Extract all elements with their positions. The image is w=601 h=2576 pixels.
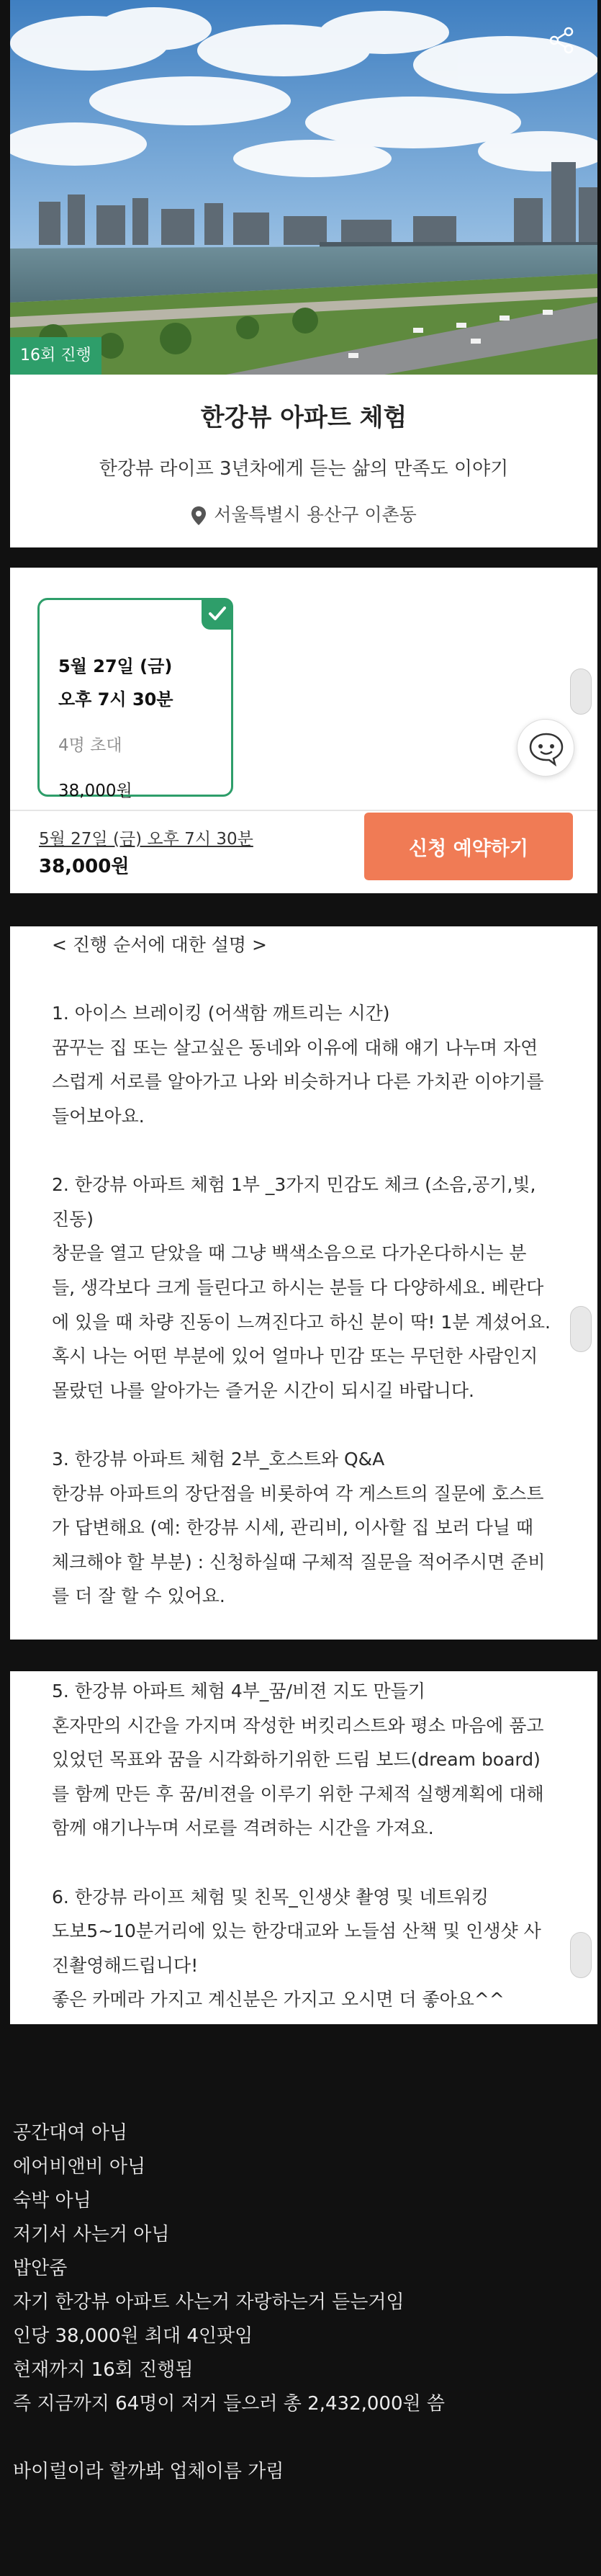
scroll-handle[interactable] [570,1306,592,1352]
text-line: 3. 한강뷰 아파트 체험 2부_호스트와 Q&A [52,1449,385,1470]
text-line: 를 함께 만든 후 꿈/비젼을 이루기 위한 구체적 실행계획에 대해 [52,1783,544,1804]
schedule-slot[interactable] [37,598,233,800]
description-card-1 [10,926,597,1640]
description-card-2 [10,1671,597,2024]
text-line: 가 답변해요 (예: 한강뷰 시세, 관리비, 이사할 집 보러 다닐 때 [52,1517,533,1539]
han-river-photo [10,0,597,375]
location-row [10,501,597,527]
slot-price: 38,000원 [58,782,132,800]
text-line: 2. 한강뷰 아파트 체험 1부 _3가지 민감도 체크 (소음,공기,빛, [52,1174,536,1196]
slot-capacity: 4명 초대 [58,736,122,755]
text-line: 바이럴이라 할까봐 업체이름 가림 [13,2461,284,2482]
text-line: 창문을 열고 닫았을 때 그냥 백색소음으로 다가온다하시는 분 [52,1243,527,1264]
text-line: 도보5~10분거리에 있는 한강대교와 노들섬 산책 및 인생샷 사 [52,1920,541,1942]
text-line: 혹시 나는 어떤 부분에 있어 얼마나 민감 또는 무던한 사람인지 [52,1346,538,1367]
text-line: 혼자만의 시간을 가지며 작성한 버킷리스트와 평소 마음에 품고 [52,1714,544,1736]
text-line: 숙박 아님 [13,2190,91,2211]
slot-time: 오후 7시 30분 [58,689,173,710]
check-icon [202,598,233,630]
text-line: 1. 아이스 브레이킹 (어색함 깨트리는 시간) [52,1003,390,1024]
text-line: 밥안줌 [13,2258,68,2279]
text-line: 들어보아요. [52,1106,145,1127]
text-line: 즉 지금까지 64명이 저거 들으러 총 2,432,000원 씀 [13,2393,446,2415]
text-line: 몰랐던 나를 알아가는 즐거운 시간이 되시길 바랍니다. [52,1379,474,1401]
text-line: 저기서 사는거 아님 [13,2224,170,2245]
reserve-button[interactable]: 신청 예약하기 [364,813,573,880]
text-line: 체크해야 할 부분) : 신청하실때 구체적 질문을 적어주시면 준비 [52,1551,546,1573]
text-line: 스럽게 서로를 알아가고 나와 비슷하거나 다른 가치관 이야기를 [52,1071,544,1093]
text-line: 현재까지 16회 진행됨 [13,2359,194,2381]
divider [10,810,597,811]
round-badge: 16회 진행 [10,337,101,375]
text-line: 함께 얘기나누며 서로를 격려하는 시간을 가져요. [52,1817,434,1839]
text-line: 인당 38,000원 최대 4인팟임 [13,2325,253,2347]
text-line: 있었던 목표와 꿈을 시각화하기위한 드림 보드(dream board) [52,1749,541,1771]
chat-icon[interactable] [517,719,574,777]
summary-price: 38,000원 [39,856,130,877]
text-line: 에어비앤비 아님 [13,2156,146,2178]
hero-image [10,0,597,375]
text-line: 들, 생각보다 크게 들린다고 하시는 분들 다 다양하세요. 베란다 [52,1277,544,1298]
listing-card [10,0,597,547]
schedule-card [10,568,597,893]
location-text: 서울특별시 용산구 이촌동 [214,504,417,525]
text-line: 를 더 잘 할 수 있어요. [52,1586,225,1607]
listing-title: 한강뷰 아파트 체험 [200,403,407,432]
scroll-handle[interactable] [570,1932,592,1978]
text-line: 진촬영해드립니다! [52,1954,199,1976]
text-line: < 진행 순서에 대한 설명 > [52,934,267,955]
location-pin-icon [191,506,207,526]
text-line: 에 있을 때 차량 진동이 느껴진다고 하신 분이 딱! 1분 계셨어요. [52,1311,551,1333]
text-line: 한강뷰 아파트의 장단점을 비롯하여 각 게스트의 질문에 호스트 [52,1482,544,1504]
share-icon[interactable] [547,26,576,55]
text-line: 진동) [52,1208,94,1230]
summary-datetime: 5월 27일 (금) 오후 7시 30분 [39,830,253,849]
text-line: 5. 한강뷰 아파트 체험 4부_꿈/비젼 지도 만들기 [52,1681,425,1701]
scroll-handle[interactable] [570,668,592,715]
text-line: 꿈꾸는 집 또는 살고싶은 동네와 이유에 대해 얘기 나누며 자연 [52,1037,538,1058]
slot-date: 5월 27일 (금) [58,656,173,676]
text-line: 자기 한강뷰 아파트 사는거 자랑하는거 듣는거임 [13,2291,405,2313]
text-line: 좋은 카메라 가지고 계신분은 가지고 오시면 더 좋아요^^ [52,1989,505,2011]
text-line: 공간대여 아님 [13,2122,127,2144]
text-line: 6. 한강뷰 라이프 체험 및 친목_인생샷 촬영 및 네트워킹 [52,1886,489,1908]
listing-subtitle: 한강뷰 라이프 3년차에게 듣는 삶의 만족도 이야기 [99,458,509,480]
